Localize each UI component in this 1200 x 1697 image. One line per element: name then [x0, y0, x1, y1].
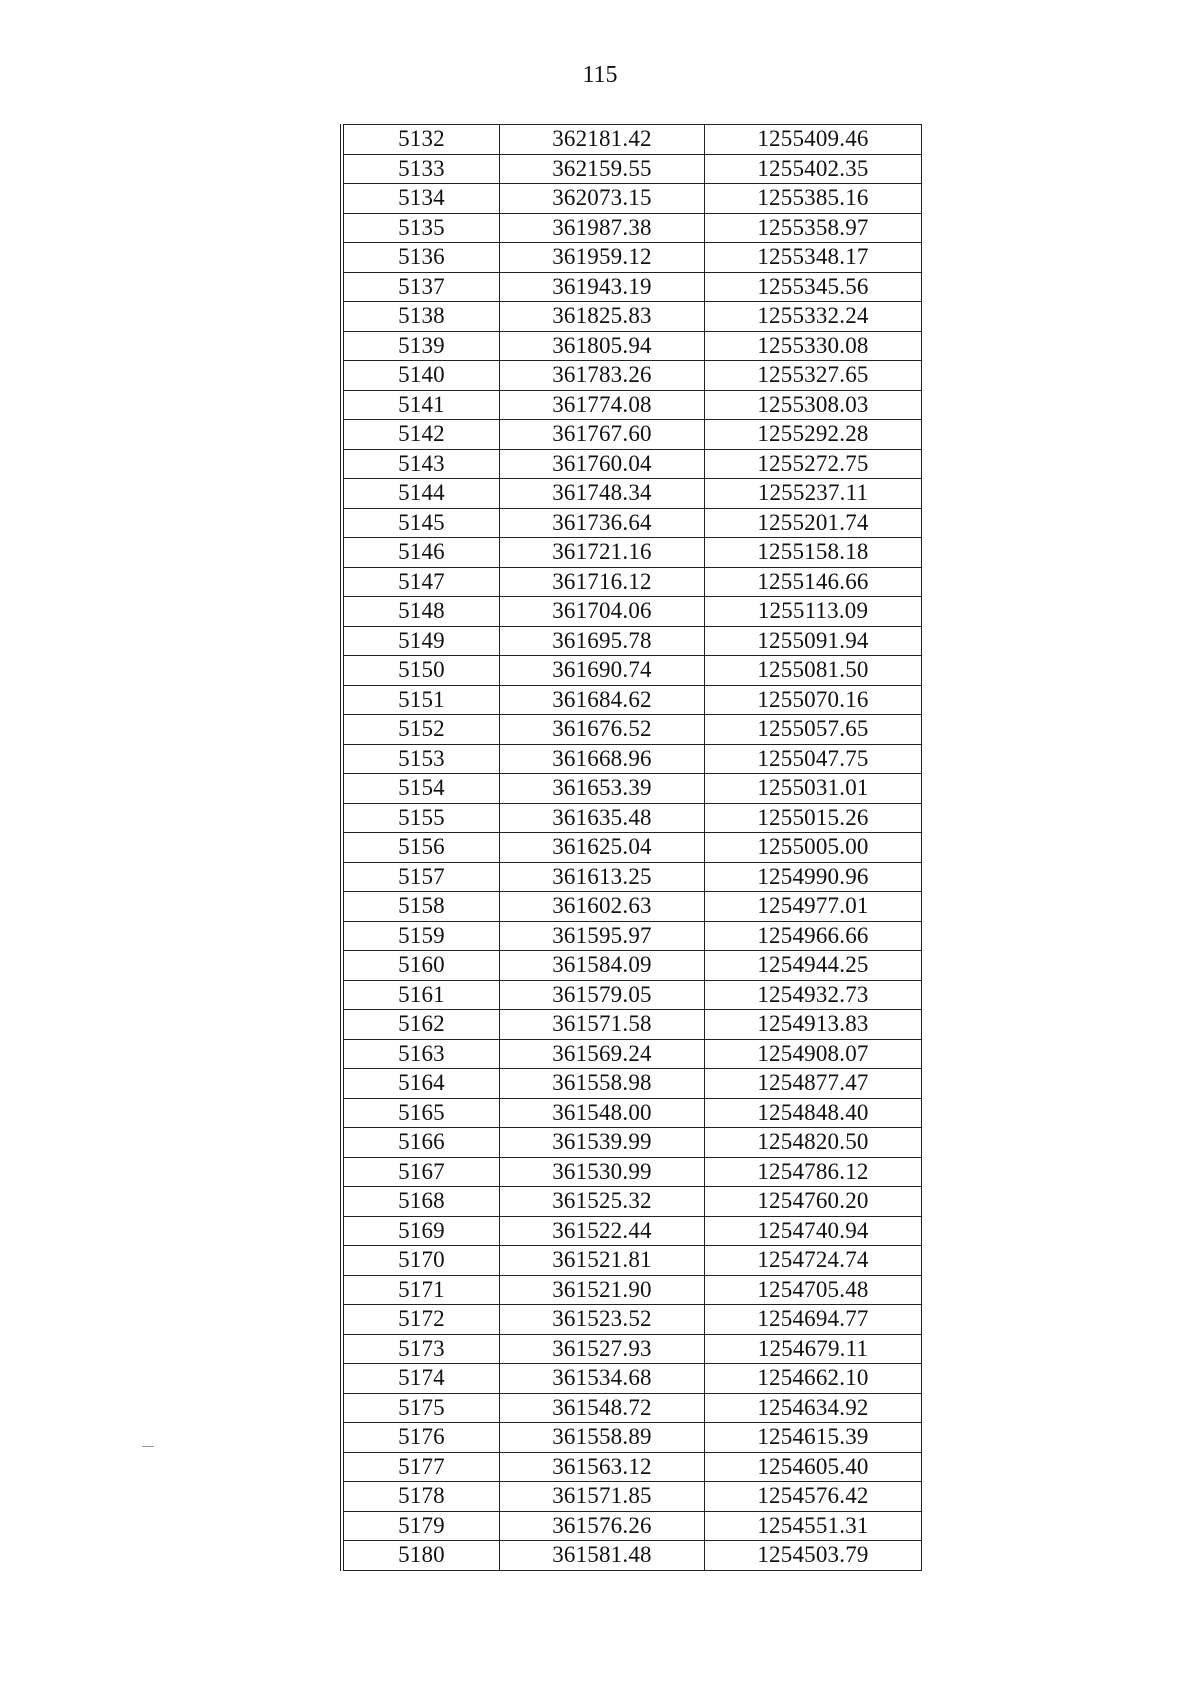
point-number-cell: 5140 [342, 361, 499, 391]
point-number-cell: 5160 [342, 951, 499, 981]
table-row [342, 243, 922, 273]
x-coordinate-cell: 361523.52 [499, 1305, 704, 1335]
y-coordinate-cell: 1255308.03 [704, 390, 921, 420]
point-number-cell: 5149 [342, 626, 499, 656]
y-coordinate-cell: 1255332.24 [704, 302, 921, 332]
table-row [342, 1128, 922, 1158]
x-coordinate-cell: 361602.63 [499, 892, 704, 922]
x-coordinate-cell: 362159.55 [499, 154, 704, 184]
point-number-cell: 5155 [342, 803, 499, 833]
point-number-cell: 5154 [342, 774, 499, 804]
point-number-cell: 5152 [342, 715, 499, 745]
point-number-cell: 5150 [342, 656, 499, 686]
x-coordinate-cell: 361676.52 [499, 715, 704, 745]
point-number-cell: 5175 [342, 1393, 499, 1423]
table-row [342, 272, 922, 302]
point-number-cell: 5158 [342, 892, 499, 922]
y-coordinate-cell: 1254848.40 [704, 1098, 921, 1128]
table-row [342, 892, 922, 922]
point-number-cell: 5157 [342, 862, 499, 892]
y-coordinate-cell: 1254576.42 [704, 1482, 921, 1512]
x-coordinate-cell: 361668.96 [499, 744, 704, 774]
point-number-cell: 5138 [342, 302, 499, 332]
x-coordinate-cell: 361613.25 [499, 862, 704, 892]
y-coordinate-cell: 1255385.16 [704, 184, 921, 214]
point-number-cell: 5139 [342, 331, 499, 361]
x-coordinate-cell: 361569.24 [499, 1039, 704, 1069]
x-coordinate-cell: 361534.68 [499, 1364, 704, 1394]
x-coordinate-cell: 361579.05 [499, 980, 704, 1010]
y-coordinate-cell: 1254990.96 [704, 862, 921, 892]
table-row [342, 213, 922, 243]
x-coordinate-cell: 361558.98 [499, 1069, 704, 1099]
y-coordinate-cell: 1255330.08 [704, 331, 921, 361]
y-coordinate-cell: 1255402.35 [704, 154, 921, 184]
table-row [342, 685, 922, 715]
y-coordinate-cell: 1255409.46 [704, 125, 921, 155]
x-coordinate-cell: 361576.26 [499, 1511, 704, 1541]
y-coordinate-cell: 1255358.97 [704, 213, 921, 243]
y-coordinate-cell: 1255047.75 [704, 744, 921, 774]
y-coordinate-cell: 1254786.12 [704, 1157, 921, 1187]
table-row [342, 479, 922, 509]
x-coordinate-cell: 361774.08 [499, 390, 704, 420]
x-coordinate-cell: 362073.15 [499, 184, 704, 214]
table-row [342, 302, 922, 332]
x-coordinate-cell: 361548.00 [499, 1098, 704, 1128]
table-row [342, 361, 922, 391]
point-number-cell: 5172 [342, 1305, 499, 1335]
table-row [342, 1275, 922, 1305]
point-number-cell: 5137 [342, 272, 499, 302]
table-row [342, 626, 922, 656]
table-row [342, 538, 922, 568]
y-coordinate-cell: 1255272.75 [704, 449, 921, 479]
x-coordinate-cell: 361581.48 [499, 1541, 704, 1571]
point-number-cell: 5132 [342, 125, 499, 155]
table-row [342, 1334, 922, 1364]
table-row [342, 862, 922, 892]
table-row [342, 331, 922, 361]
point-number-cell: 5151 [342, 685, 499, 715]
y-coordinate-cell: 1254877.47 [704, 1069, 921, 1099]
x-coordinate-cell: 361571.85 [499, 1482, 704, 1512]
x-coordinate-cell: 361783.26 [499, 361, 704, 391]
x-coordinate-cell: 361748.34 [499, 479, 704, 509]
point-number-cell: 5146 [342, 538, 499, 568]
table-row [342, 1482, 922, 1512]
table-row [342, 833, 922, 863]
x-coordinate-cell: 361539.99 [499, 1128, 704, 1158]
y-coordinate-cell: 1255005.00 [704, 833, 921, 863]
y-coordinate-cell: 1255237.11 [704, 479, 921, 509]
point-number-cell: 5135 [342, 213, 499, 243]
point-number-cell: 5167 [342, 1157, 499, 1187]
page-number: 115 [582, 62, 618, 88]
table-row [342, 1305, 922, 1335]
y-coordinate-cell: 1254908.07 [704, 1039, 921, 1069]
y-coordinate-cell: 1255031.01 [704, 774, 921, 804]
y-coordinate-cell: 1254705.48 [704, 1275, 921, 1305]
table-row [342, 1039, 922, 1069]
x-coordinate-cell: 361595.97 [499, 921, 704, 951]
y-coordinate-cell: 1255327.65 [704, 361, 921, 391]
point-number-cell: 5161 [342, 980, 499, 1010]
y-coordinate-cell: 1254913.83 [704, 1010, 921, 1040]
y-coordinate-cell: 1254503.79 [704, 1541, 921, 1571]
y-coordinate-cell: 1255057.65 [704, 715, 921, 745]
y-coordinate-cell: 1254760.20 [704, 1187, 921, 1217]
point-number-cell: 5168 [342, 1187, 499, 1217]
margin-mark [142, 1446, 154, 1447]
point-number-cell: 5144 [342, 479, 499, 509]
table-row [342, 715, 922, 745]
x-coordinate-cell: 361584.09 [499, 951, 704, 981]
point-number-cell: 5170 [342, 1246, 499, 1276]
table-row [342, 1452, 922, 1482]
x-coordinate-cell: 361527.93 [499, 1334, 704, 1364]
table-row [342, 656, 922, 686]
point-number-cell: 5176 [342, 1423, 499, 1453]
y-coordinate-cell: 1254662.10 [704, 1364, 921, 1394]
point-number-cell: 5174 [342, 1364, 499, 1394]
x-coordinate-cell: 362181.42 [499, 125, 704, 155]
point-number-cell: 5143 [342, 449, 499, 479]
x-coordinate-cell: 361653.39 [499, 774, 704, 804]
table-row [342, 420, 922, 450]
y-coordinate-cell: 1255201.74 [704, 508, 921, 538]
table-row [342, 1069, 922, 1099]
x-coordinate-cell: 361767.60 [499, 420, 704, 450]
x-coordinate-cell: 361625.04 [499, 833, 704, 863]
x-coordinate-cell: 361760.04 [499, 449, 704, 479]
x-coordinate-cell: 361959.12 [499, 243, 704, 273]
x-coordinate-cell: 361684.62 [499, 685, 704, 715]
coordinates-table [340, 124, 922, 1571]
point-number-cell: 5141 [342, 390, 499, 420]
y-coordinate-cell: 1254551.31 [704, 1511, 921, 1541]
point-number-cell: 5133 [342, 154, 499, 184]
y-coordinate-cell: 1254634.92 [704, 1393, 921, 1423]
table-row [342, 1423, 922, 1453]
y-coordinate-cell: 1255113.09 [704, 597, 921, 627]
x-coordinate-cell: 361521.90 [499, 1275, 704, 1305]
point-number-cell: 5159 [342, 921, 499, 951]
y-coordinate-cell: 1254605.40 [704, 1452, 921, 1482]
point-number-cell: 5163 [342, 1039, 499, 1069]
table-row [342, 154, 922, 184]
point-number-cell: 5134 [342, 184, 499, 214]
x-coordinate-cell: 361522.44 [499, 1216, 704, 1246]
point-number-cell: 5153 [342, 744, 499, 774]
y-coordinate-cell: 1254966.66 [704, 921, 921, 951]
table-row [342, 1098, 922, 1128]
x-coordinate-cell: 361548.72 [499, 1393, 704, 1423]
table-row [342, 1010, 922, 1040]
table-row [342, 744, 922, 774]
point-number-cell: 5147 [342, 567, 499, 597]
y-coordinate-cell: 1255081.50 [704, 656, 921, 686]
point-number-cell: 5173 [342, 1334, 499, 1364]
point-number-cell: 5179 [342, 1511, 499, 1541]
point-number-cell: 5162 [342, 1010, 499, 1040]
point-number-cell: 5178 [342, 1482, 499, 1512]
table-row [342, 980, 922, 1010]
x-coordinate-cell: 361635.48 [499, 803, 704, 833]
x-coordinate-cell: 361805.94 [499, 331, 704, 361]
y-coordinate-cell: 1255348.17 [704, 243, 921, 273]
x-coordinate-cell: 361716.12 [499, 567, 704, 597]
table-row [342, 951, 922, 981]
y-coordinate-cell: 1254820.50 [704, 1128, 921, 1158]
table-row [342, 597, 922, 627]
table-row [342, 1216, 922, 1246]
table-row [342, 1364, 922, 1394]
table-row [342, 774, 922, 804]
y-coordinate-cell: 1254932.73 [704, 980, 921, 1010]
y-coordinate-cell: 1254740.94 [704, 1216, 921, 1246]
table-row [342, 1393, 922, 1423]
y-coordinate-cell: 1255070.16 [704, 685, 921, 715]
x-coordinate-cell: 361571.58 [499, 1010, 704, 1040]
y-coordinate-cell: 1255158.18 [704, 538, 921, 568]
table-row [342, 184, 922, 214]
table-row [342, 125, 922, 155]
x-coordinate-cell: 361558.89 [499, 1423, 704, 1453]
table-row [342, 803, 922, 833]
table-row [342, 1246, 922, 1276]
y-coordinate-cell: 1255146.66 [704, 567, 921, 597]
x-coordinate-cell: 361695.78 [499, 626, 704, 656]
y-coordinate-cell: 1255292.28 [704, 420, 921, 450]
x-coordinate-cell: 361563.12 [499, 1452, 704, 1482]
table-row [342, 921, 922, 951]
x-coordinate-cell: 361525.32 [499, 1187, 704, 1217]
x-coordinate-cell: 361721.16 [499, 538, 704, 568]
x-coordinate-cell: 361521.81 [499, 1246, 704, 1276]
y-coordinate-cell: 1255345.56 [704, 272, 921, 302]
y-coordinate-cell: 1254724.74 [704, 1246, 921, 1276]
x-coordinate-cell: 361825.83 [499, 302, 704, 332]
table-row [342, 1157, 922, 1187]
point-number-cell: 5166 [342, 1128, 499, 1158]
y-coordinate-cell: 1254944.25 [704, 951, 921, 981]
x-coordinate-cell: 361736.64 [499, 508, 704, 538]
point-number-cell: 5148 [342, 597, 499, 627]
point-number-cell: 5136 [342, 243, 499, 273]
y-coordinate-cell: 1254694.77 [704, 1305, 921, 1335]
point-number-cell: 5180 [342, 1541, 499, 1571]
table-body [342, 125, 922, 1571]
y-coordinate-cell: 1255015.26 [704, 803, 921, 833]
table-row [342, 390, 922, 420]
x-coordinate-cell: 361943.19 [499, 272, 704, 302]
table-row [342, 508, 922, 538]
point-number-cell: 5156 [342, 833, 499, 863]
table-row [342, 1511, 922, 1541]
x-coordinate-cell: 361704.06 [499, 597, 704, 627]
y-coordinate-cell: 1254679.11 [704, 1334, 921, 1364]
table-row [342, 567, 922, 597]
y-coordinate-cell: 1254977.01 [704, 892, 921, 922]
x-coordinate-cell: 361690.74 [499, 656, 704, 686]
point-number-cell: 5142 [342, 420, 499, 450]
point-number-cell: 5145 [342, 508, 499, 538]
x-coordinate-cell: 361987.38 [499, 213, 704, 243]
table-row [342, 449, 922, 479]
table-row [342, 1187, 922, 1217]
x-coordinate-cell: 361530.99 [499, 1157, 704, 1187]
y-coordinate-cell: 1254615.39 [704, 1423, 921, 1453]
point-number-cell: 5169 [342, 1216, 499, 1246]
point-number-cell: 5171 [342, 1275, 499, 1305]
y-coordinate-cell: 1255091.94 [704, 626, 921, 656]
point-number-cell: 5177 [342, 1452, 499, 1482]
point-number-cell: 5164 [342, 1069, 499, 1099]
table-row [342, 1541, 922, 1571]
point-number-cell: 5165 [342, 1098, 499, 1128]
